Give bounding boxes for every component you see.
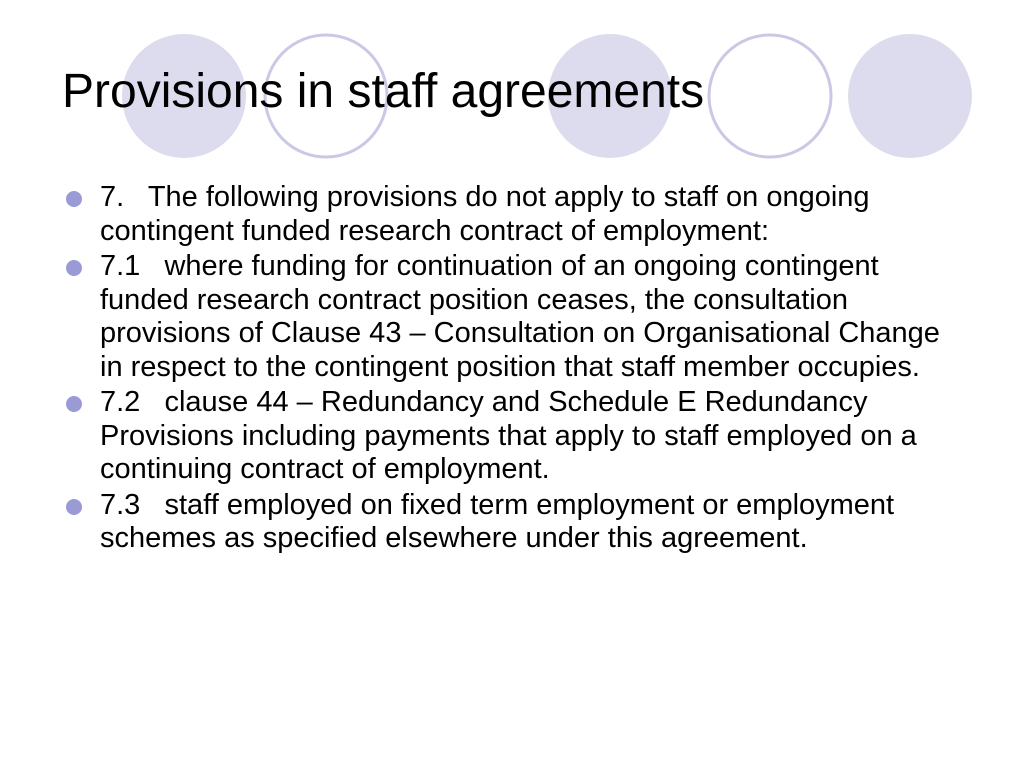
- list-item: [66, 181, 966, 248]
- decor-circle-filled: [848, 34, 972, 158]
- bullet-icon: [66, 396, 82, 412]
- bullet-text: 7.1 where funding for continuation of an ongoing contingent funded research contract position ceases, the consultation provisions of Clause 43 – Consultation on Organisational Change in respect to the contingent position that staff member occupies.: [100, 250, 948, 383]
- bullet-text: 7. The following provisions do not apply to staff on ongoing contingent funded research contract of employment:: [100, 181, 878, 247]
- list-item: [66, 489, 966, 556]
- bullet-icon: [66, 499, 82, 515]
- bullet-icon: [66, 191, 82, 207]
- bullet-icon: [66, 260, 82, 276]
- list-item: [66, 386, 966, 487]
- decor-circle-outline: [709, 35, 831, 157]
- slide-title: Provisions in staff agreements: [62, 65, 705, 118]
- bullet-text: 7.3 staff employed on fixed term employment or employment schemes as specified elsewhere under this agreement.: [100, 488, 903, 554]
- bullet-text: 7.2 clause 44 – Redundancy and Schedule E Redundancy Provisions including payments that apply to staff employed on a continuing contract of employment.: [100, 386, 925, 485]
- bullet-list: [66, 181, 966, 558]
- list-item: [66, 250, 966, 384]
